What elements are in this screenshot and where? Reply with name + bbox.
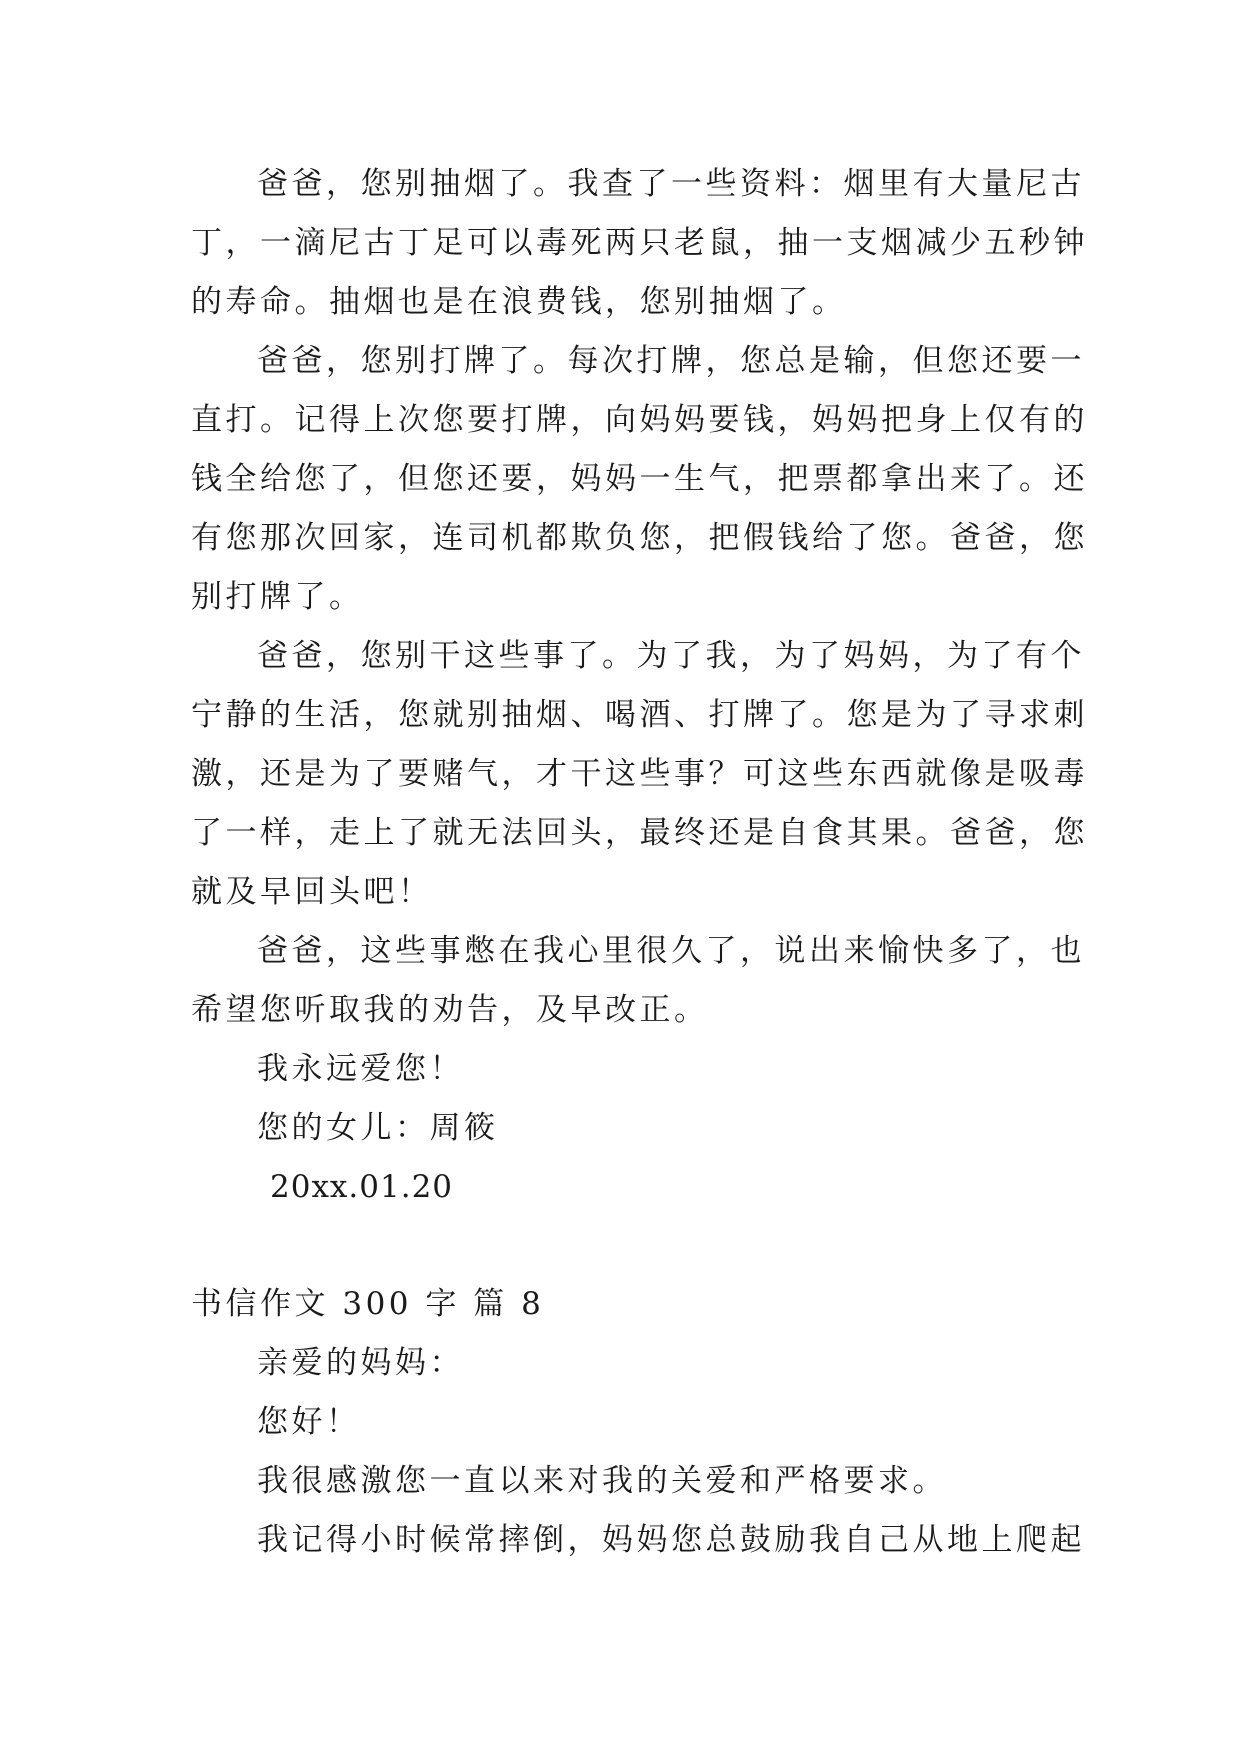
signature-line: 您的女儿：周筱	[257, 1110, 499, 1146]
text-line: 爸爸，这些事憋在我心里很久了，说出来愉快多了，也	[257, 933, 1085, 969]
text-line: 直打。记得上次您要打牌，向妈妈要钱，妈妈把身上仅有的	[191, 402, 1088, 438]
text-line: 我记得小时候常摔倒，妈妈您总鼓励我自己从地上爬起	[257, 1522, 1085, 1558]
date-line: 20xx.01.20	[270, 1169, 454, 1205]
text-line: 激，还是为了要赌气，才干这些事？可这些东西就像是吸毒	[191, 756, 1088, 792]
text-line: 有您那次回家，连司机都欺负您，把假钱给了您。爸爸，您	[191, 520, 1088, 556]
text-line: 了一样，走上了就无法回头，最终还是自食其果。爸爸，您	[191, 815, 1088, 851]
text-line: 我很感激您一直以来对我的关爱和严格要求。	[257, 1463, 947, 1499]
closing-line: 我永远爱您！	[257, 1051, 464, 1087]
text-line: 宁静的生活，您就别抽烟、喝酒、打牌了。您是为了寻求刺	[191, 697, 1088, 733]
text-line: 希望您听取我的劝告，及早改正。	[191, 992, 709, 1028]
salutation-line: 亲爱的妈妈：	[257, 1345, 464, 1381]
text-line: 就及早回头吧！	[191, 874, 433, 910]
text-line: 爸爸，您别干这些事了。为了我，为了妈妈，为了有个	[257, 638, 1085, 674]
text-line: 爸爸，您别抽烟了。我查了一些资料：烟里有大量尼古	[257, 166, 1085, 202]
greeting-line: 您好！	[257, 1404, 361, 1440]
text-line: 爸爸，您别打牌了。每次打牌，您总是输，但您还要一	[257, 343, 1085, 379]
section-heading: 书信作文 300 字 篇 8	[191, 1286, 545, 1322]
text-line: 丁，一滴尼古丁足可以毒死两只老鼠，抽一支烟减少五秒钟	[191, 225, 1088, 261]
text-line: 别打牌了。	[191, 579, 364, 615]
text-line: 的寿命。抽烟也是在浪费钱，您别抽烟了。	[191, 284, 847, 320]
text-line: 钱全给您了，但您还要，妈妈一生气，把票都拿出来了。还	[191, 461, 1088, 497]
